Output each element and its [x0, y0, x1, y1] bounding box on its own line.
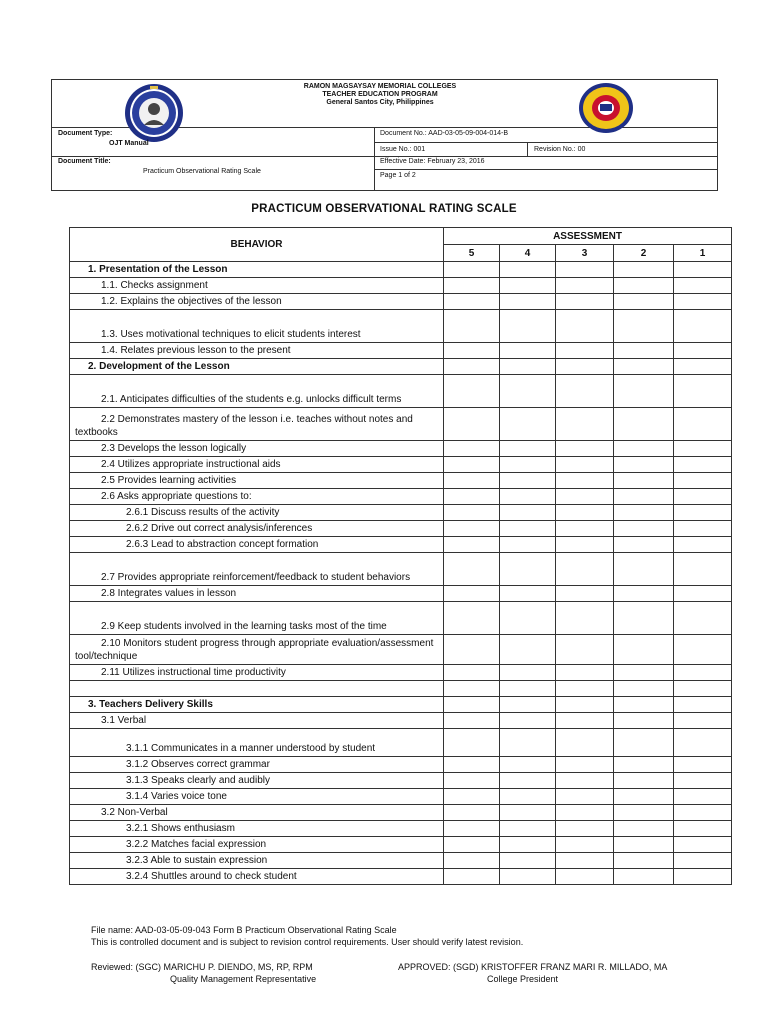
- doc-title-value: Practicum Observational Rating Scale: [143, 168, 261, 175]
- table-row: [70, 681, 732, 697]
- behavior-item: [70, 262, 444, 278]
- rating-cell-3[interactable]: [556, 789, 614, 805]
- rating-cell-1[interactable]: [674, 375, 732, 408]
- rating-cell-1[interactable]: [674, 343, 732, 359]
- behavior-item: [70, 805, 444, 821]
- table-row: [70, 602, 732, 635]
- program-seal-logo: [578, 82, 634, 134]
- college-seal-logo: [124, 83, 184, 143]
- table-row: [70, 457, 732, 473]
- rating-cell-5[interactable]: [444, 789, 500, 805]
- rating-cell-4[interactable]: [500, 441, 556, 457]
- behavior-text: 3.1.4 Varies voice tone: [126, 791, 227, 802]
- rating-cell-3[interactable]: [556, 457, 614, 473]
- table-row: [70, 278, 732, 294]
- rating-cell-3[interactable]: [556, 343, 614, 359]
- rating-cell-4[interactable]: [500, 586, 556, 602]
- assessment-header: ASSESSMENT: [444, 228, 732, 245]
- rating-cell-5[interactable]: [444, 375, 500, 408]
- rating-cell-1[interactable]: [674, 665, 732, 681]
- rating-cell-2[interactable]: [614, 821, 674, 837]
- rating-cell-5[interactable]: [444, 713, 500, 729]
- rating-table: [69, 227, 732, 885]
- behavior-text: 3.2.1 Shows enthusiasm: [126, 823, 235, 834]
- rating-cell-2[interactable]: [614, 602, 674, 635]
- document-number: Document No.: AAD-03-05-09-004-014-B: [380, 130, 509, 137]
- behavior-item: [70, 489, 444, 505]
- table-row: [70, 821, 732, 837]
- rating-cell-3[interactable]: [556, 505, 614, 521]
- doc-type-value: OJT Manual: [109, 140, 149, 147]
- behavior-item: [70, 635, 444, 665]
- rating-cell-4[interactable]: [500, 602, 556, 635]
- school-location: General Santos City, Philippines: [326, 99, 434, 106]
- rating-cell-2[interactable]: [614, 635, 674, 665]
- behavior-item: [70, 789, 444, 805]
- rating-cell-3[interactable]: [556, 537, 614, 553]
- table-row: [70, 853, 732, 869]
- table-row: [70, 441, 732, 457]
- rating-cell-2[interactable]: [614, 869, 674, 885]
- rating-cell-2[interactable]: [614, 375, 674, 408]
- behavior-item: [70, 665, 444, 681]
- rating-cell-1[interactable]: [674, 869, 732, 885]
- scale-header-2: 2: [614, 245, 674, 262]
- rating-cell-4[interactable]: [500, 757, 556, 773]
- rating-cell-4[interactable]: [500, 853, 556, 869]
- behavior-item: [70, 521, 444, 537]
- behavior-item: [70, 310, 444, 343]
- rating-cell-5[interactable]: [444, 278, 500, 294]
- behavior-item: [70, 408, 444, 441]
- rating-cell-4[interactable]: [500, 773, 556, 789]
- behavior-item: [70, 821, 444, 837]
- table-row: [70, 789, 732, 805]
- file-name: File name: AAD-03-05-09-043 Form B Practicum Observational Rating Scale: [91, 925, 397, 935]
- rating-cell-1[interactable]: [674, 278, 732, 294]
- rating-cell-5[interactable]: [444, 408, 500, 441]
- rating-cell-4[interactable]: [500, 837, 556, 853]
- rating-cell-2[interactable]: [614, 665, 674, 681]
- rating-cell-3[interactable]: [556, 837, 614, 853]
- rating-cell-3[interactable]: [556, 665, 614, 681]
- behavior-text: 3.2 Non-Verbal: [101, 807, 168, 818]
- rating-cell-2[interactable]: [614, 805, 674, 821]
- scale-header-1: 1: [674, 245, 732, 262]
- rating-cell-4[interactable]: [500, 681, 556, 697]
- page-number: Page 1 of 2: [380, 172, 416, 179]
- table-row: [70, 489, 732, 505]
- header-divider: [374, 127, 375, 191]
- rating-cell-5[interactable]: [444, 294, 500, 310]
- table-row: [70, 837, 732, 853]
- approver-role: College President: [487, 974, 559, 984]
- behavior-text: 2. Development of the Lesson: [88, 361, 230, 372]
- rating-cell-4[interactable]: [500, 805, 556, 821]
- table-row: [70, 375, 732, 408]
- rating-cell-5[interactable]: [444, 773, 500, 789]
- rating-cell-3[interactable]: [556, 294, 614, 310]
- header-divider: [527, 142, 528, 156]
- behavior-text: 3.2.4 Shuttles around to check student: [126, 871, 297, 882]
- rating-cell-5[interactable]: [444, 262, 500, 278]
- program-name: TEACHER EDUCATION PROGRAM: [322, 91, 438, 98]
- rating-cell-3[interactable]: [556, 553, 614, 586]
- rating-cell-5[interactable]: [444, 681, 500, 697]
- behavior-item: [70, 757, 444, 773]
- rating-cell-1[interactable]: [674, 262, 732, 278]
- rating-cell-1[interactable]: [674, 853, 732, 869]
- rating-cell-4[interactable]: [500, 505, 556, 521]
- table-row: [70, 869, 732, 885]
- rating-cell-2[interactable]: [614, 729, 674, 757]
- rating-cell-5[interactable]: [444, 821, 500, 837]
- table-row: [70, 697, 732, 713]
- reviewer-role: Quality Management Representative: [170, 974, 317, 984]
- rating-cell-4[interactable]: [500, 537, 556, 553]
- behavior-text: 2.1. Anticipates difficulties of the students e.g. unlocks difficult terms: [101, 394, 402, 405]
- behavior-header: BEHAVIOR: [70, 228, 444, 262]
- rating-cell-4[interactable]: [500, 294, 556, 310]
- rating-cell-1[interactable]: [674, 537, 732, 553]
- table-row: [70, 359, 732, 375]
- behavior-item: [70, 375, 444, 408]
- table-row: [70, 408, 732, 441]
- behavior-item: [70, 602, 444, 635]
- behavior-item: [70, 853, 444, 869]
- rating-cell-5[interactable]: [444, 635, 500, 665]
- scale-header-5: 5: [444, 245, 500, 262]
- school-name: RAMON MAGSAYSAY MEMORIAL COLLEGES: [303, 83, 457, 90]
- doc-type-label: Document Type:: [58, 130, 113, 137]
- rating-cell-2[interactable]: [614, 553, 674, 586]
- rating-cell-5[interactable]: [444, 869, 500, 885]
- behavior-text: 2.6 Asks appropriate questions to:: [101, 491, 252, 502]
- rating-cell-2[interactable]: [614, 789, 674, 805]
- behavior-text: 2.7 Provides appropriate reinforcement/feedback to student behaviors: [101, 572, 411, 583]
- rating-cell-1[interactable]: [674, 821, 732, 837]
- rating-cell-4[interactable]: [500, 697, 556, 713]
- table-row: [70, 757, 732, 773]
- rating-cell-3[interactable]: [556, 635, 614, 665]
- rating-cell-2[interactable]: [614, 505, 674, 521]
- rating-cell-1[interactable]: [674, 757, 732, 773]
- rating-cell-1[interactable]: [674, 521, 732, 537]
- behavior-item: [70, 869, 444, 885]
- rating-cell-3[interactable]: [556, 602, 614, 635]
- table-row: [70, 537, 732, 553]
- rating-cell-1[interactable]: [674, 697, 732, 713]
- rating-cell-3[interactable]: [556, 713, 614, 729]
- table-row: [70, 343, 732, 359]
- rating-cell-2[interactable]: [614, 713, 674, 729]
- behavior-item: [70, 278, 444, 294]
- rating-cell-5[interactable]: [444, 473, 500, 489]
- behavior-text: 3.1 Verbal: [101, 715, 147, 726]
- rating-cell-2[interactable]: [614, 773, 674, 789]
- behavior-text: 2.5 Provides learning activities: [101, 475, 237, 486]
- rating-cell-3[interactable]: [556, 473, 614, 489]
- rating-cell-2[interactable]: [614, 441, 674, 457]
- rating-cell-4[interactable]: [500, 262, 556, 278]
- doc-title-label: Document Title:: [58, 158, 111, 165]
- rating-cell-1[interactable]: [674, 294, 732, 310]
- rating-cell-4[interactable]: [500, 343, 556, 359]
- rating-cell-2[interactable]: [614, 294, 674, 310]
- approved-by: APPROVED: (SGD) KRISTOFFER FRANZ MARI R. MILLADO, MA: [398, 962, 668, 972]
- rating-cell-1[interactable]: [674, 359, 732, 375]
- behavior-text: 1.3. Uses motivational techniques to elicit students interest: [101, 329, 361, 340]
- behavior-text: 2.9 Keep students involved in the learning tasks most of the time: [101, 621, 387, 632]
- rating-cell-3[interactable]: [556, 757, 614, 773]
- rating-cell-1[interactable]: [674, 457, 732, 473]
- rating-cell-1[interactable]: [674, 729, 732, 757]
- behavior-item: [70, 586, 444, 602]
- rating-cell-1[interactable]: [674, 681, 732, 697]
- rating-cell-3[interactable]: [556, 441, 614, 457]
- table-row: [70, 665, 732, 681]
- rating-cell-2[interactable]: [614, 262, 674, 278]
- scale-header-4: 4: [500, 245, 556, 262]
- rating-cell-1[interactable]: [674, 586, 732, 602]
- rating-cell-5[interactable]: [444, 457, 500, 473]
- table-row: [70, 805, 732, 821]
- rating-cell-1[interactable]: [674, 837, 732, 853]
- rating-cell-3[interactable]: [556, 359, 614, 375]
- table-row: [70, 586, 732, 602]
- header-divider: [374, 169, 717, 170]
- behavior-text: 3.2.2 Matches facial expression: [126, 839, 267, 850]
- rating-cell-5[interactable]: [444, 757, 500, 773]
- behavior-text: 2.8 Integrates values in lesson: [101, 588, 237, 599]
- rating-cell-3[interactable]: [556, 869, 614, 885]
- rating-cell-5[interactable]: [444, 553, 500, 586]
- table-row: [70, 713, 732, 729]
- behavior-item: [70, 505, 444, 521]
- rating-cell-2[interactable]: [614, 537, 674, 553]
- rating-cell-4[interactable]: [500, 635, 556, 665]
- behavior-text: 2.2 Demonstrates mastery of the lesson i.e. teaches without notes and textbooks: [75, 414, 413, 438]
- table-row: [70, 635, 732, 665]
- page-title: PRACTICUM OBSERVATIONAL RATING SCALE: [251, 203, 517, 215]
- rating-cell-3[interactable]: [556, 489, 614, 505]
- behavior-text: 3.1.3 Speaks clearly and audibly: [126, 775, 270, 786]
- behavior-text: 3.2.3 Able to sustain expression: [126, 855, 268, 866]
- rating-cell-5[interactable]: [444, 310, 500, 343]
- rating-cell-2[interactable]: [614, 681, 674, 697]
- table-row: [70, 553, 732, 586]
- behavior-text: 2.11 Utilizes instructional time productivity: [101, 667, 286, 678]
- rating-cell-5[interactable]: [444, 853, 500, 869]
- rating-cell-4[interactable]: [500, 789, 556, 805]
- rating-cell-4[interactable]: [500, 457, 556, 473]
- rating-cell-5[interactable]: [444, 586, 500, 602]
- rating-cell-5[interactable]: [444, 441, 500, 457]
- rating-cell-1[interactable]: [674, 713, 732, 729]
- rating-cell-3[interactable]: [556, 278, 614, 294]
- table-row: [70, 262, 732, 278]
- issue-number: Issue No.: 001: [380, 146, 426, 153]
- rating-cell-5[interactable]: [444, 805, 500, 821]
- rating-cell-1[interactable]: [674, 602, 732, 635]
- behavior-item: [70, 729, 444, 757]
- table-row: [70, 521, 732, 537]
- rating-cell-3[interactable]: [556, 262, 614, 278]
- behavior-text: 2.6.1 Discuss results of the activity: [126, 507, 280, 518]
- rating-cell-3[interactable]: [556, 408, 614, 441]
- behavior-text: 3.1.2 Observes correct grammar: [126, 759, 270, 770]
- rating-cell-4[interactable]: [500, 489, 556, 505]
- rating-cell-2[interactable]: [614, 457, 674, 473]
- rating-cell-5[interactable]: [444, 521, 500, 537]
- behavior-item: [70, 553, 444, 586]
- revision-number: Revision No.: 00: [534, 146, 586, 153]
- control-note: This is controlled document and is subject to revision control requirements. User should verify latest revision.: [91, 937, 524, 947]
- table-row: [70, 294, 732, 310]
- behavior-text: 1.4. Relates previous lesson to the present: [101, 345, 291, 356]
- scale-header-3: 3: [556, 245, 614, 262]
- rating-cell-2[interactable]: [614, 359, 674, 375]
- behavior-text: 2.4 Utilizes appropriate instructional aids: [101, 459, 281, 470]
- rating-cell-5[interactable]: [444, 505, 500, 521]
- rating-cell-2[interactable]: [614, 853, 674, 869]
- behavior-item: [70, 294, 444, 310]
- header-divider: [374, 142, 717, 143]
- behavior-text: 1.2. Explains the objectives of the lesson: [101, 296, 282, 307]
- rating-cell-4[interactable]: [500, 521, 556, 537]
- rating-cell-1[interactable]: [674, 553, 732, 586]
- table-row: [70, 310, 732, 343]
- rating-cell-4[interactable]: [500, 665, 556, 681]
- table-row: [70, 729, 732, 757]
- rating-cell-1[interactable]: [674, 310, 732, 343]
- rating-cell-4[interactable]: [500, 359, 556, 375]
- rating-cell-2[interactable]: [614, 697, 674, 713]
- behavior-item: [70, 441, 444, 457]
- rating-cell-3[interactable]: [556, 821, 614, 837]
- behavior-item: [70, 359, 444, 375]
- table-row: [70, 773, 732, 789]
- rating-cell-5[interactable]: [444, 537, 500, 553]
- rating-cell-2[interactable]: [614, 521, 674, 537]
- rating-cell-1[interactable]: [674, 789, 732, 805]
- reviewed-by: Reviewed: (SGC) MARICHU P. DIENDO, MS, RP, RPM: [91, 962, 313, 972]
- rating-cell-1[interactable]: [674, 805, 732, 821]
- rating-cell-4[interactable]: [500, 869, 556, 885]
- rating-cell-3[interactable]: [556, 773, 614, 789]
- rating-cell-3[interactable]: [556, 521, 614, 537]
- rating-cell-5[interactable]: [444, 359, 500, 375]
- rating-cell-5[interactable]: [444, 489, 500, 505]
- behavior-item: [70, 837, 444, 853]
- behavior-text: 1.1. Checks assignment: [101, 280, 208, 291]
- behavior-item: [70, 473, 444, 489]
- rating-cell-2[interactable]: [614, 489, 674, 505]
- behavior-item: [70, 343, 444, 359]
- rating-cell-4[interactable]: [500, 821, 556, 837]
- rating-cell-4[interactable]: [500, 729, 556, 757]
- rating-cell-5[interactable]: [444, 665, 500, 681]
- rating-cell-2[interactable]: [614, 586, 674, 602]
- behavior-item: [70, 713, 444, 729]
- rating-cell-4[interactable]: [500, 408, 556, 441]
- behavior-item: [70, 537, 444, 553]
- rating-cell-1[interactable]: [674, 505, 732, 521]
- rating-cell-4[interactable]: [500, 375, 556, 408]
- rating-cell-1[interactable]: [674, 473, 732, 489]
- rating-cell-4[interactable]: [500, 278, 556, 294]
- rating-cell-5[interactable]: [444, 697, 500, 713]
- rating-cell-2[interactable]: [614, 408, 674, 441]
- table-row: [70, 473, 732, 489]
- rating-cell-4[interactable]: [500, 713, 556, 729]
- rating-cell-4[interactable]: [500, 310, 556, 343]
- rating-cell-5[interactable]: [444, 729, 500, 757]
- behavior-text: 2.6.3 Lead to abstraction concept formation: [126, 539, 319, 550]
- rating-cell-1[interactable]: [674, 635, 732, 665]
- rating-cell-2[interactable]: [614, 757, 674, 773]
- behavior-text: 2.6.2 Drive out correct analysis/inferences: [126, 523, 313, 534]
- behavior-item: [70, 681, 444, 697]
- behavior-text: 2.3 Develops the lesson logically: [101, 443, 247, 454]
- rating-cell-1[interactable]: [674, 489, 732, 505]
- rating-cell-3[interactable]: [556, 805, 614, 821]
- behavior-text: 3.1.1 Communicates in a manner understood by student: [126, 743, 376, 754]
- rating-cell-1[interactable]: [674, 773, 732, 789]
- table-row: [70, 505, 732, 521]
- rating-cell-2[interactable]: [614, 837, 674, 853]
- rating-cell-3[interactable]: [556, 310, 614, 343]
- rating-cell-3[interactable]: [556, 681, 614, 697]
- rating-cell-2[interactable]: [614, 343, 674, 359]
- behavior-item: [70, 773, 444, 789]
- rating-cell-2[interactable]: [614, 473, 674, 489]
- rating-cell-5[interactable]: [444, 343, 500, 359]
- rating-cell-2[interactable]: [614, 310, 674, 343]
- rating-cell-3[interactable]: [556, 375, 614, 408]
- rating-cell-3[interactable]: [556, 697, 614, 713]
- behavior-item: [70, 697, 444, 713]
- behavior-text: 3. Teachers Delivery Skills: [88, 699, 213, 710]
- rating-cell-5[interactable]: [444, 602, 500, 635]
- effective-date: Effective Date: February 23, 2016: [380, 158, 485, 165]
- rating-cell-5[interactable]: [444, 837, 500, 853]
- rating-cell-1[interactable]: [674, 441, 732, 457]
- rating-cell-4[interactable]: [500, 473, 556, 489]
- rating-cell-3[interactable]: [556, 853, 614, 869]
- behavior-text: 1. Presentation of the Lesson: [88, 264, 228, 275]
- rating-cell-2[interactable]: [614, 278, 674, 294]
- rating-cell-3[interactable]: [556, 729, 614, 757]
- behavior-text: 2.10 Monitors student progress through appropriate evaluation/assessment tool/technique: [75, 638, 434, 662]
- rating-cell-1[interactable]: [674, 408, 732, 441]
- rating-cell-4[interactable]: [500, 553, 556, 586]
- rating-cell-3[interactable]: [556, 586, 614, 602]
- behavior-item: [70, 457, 444, 473]
